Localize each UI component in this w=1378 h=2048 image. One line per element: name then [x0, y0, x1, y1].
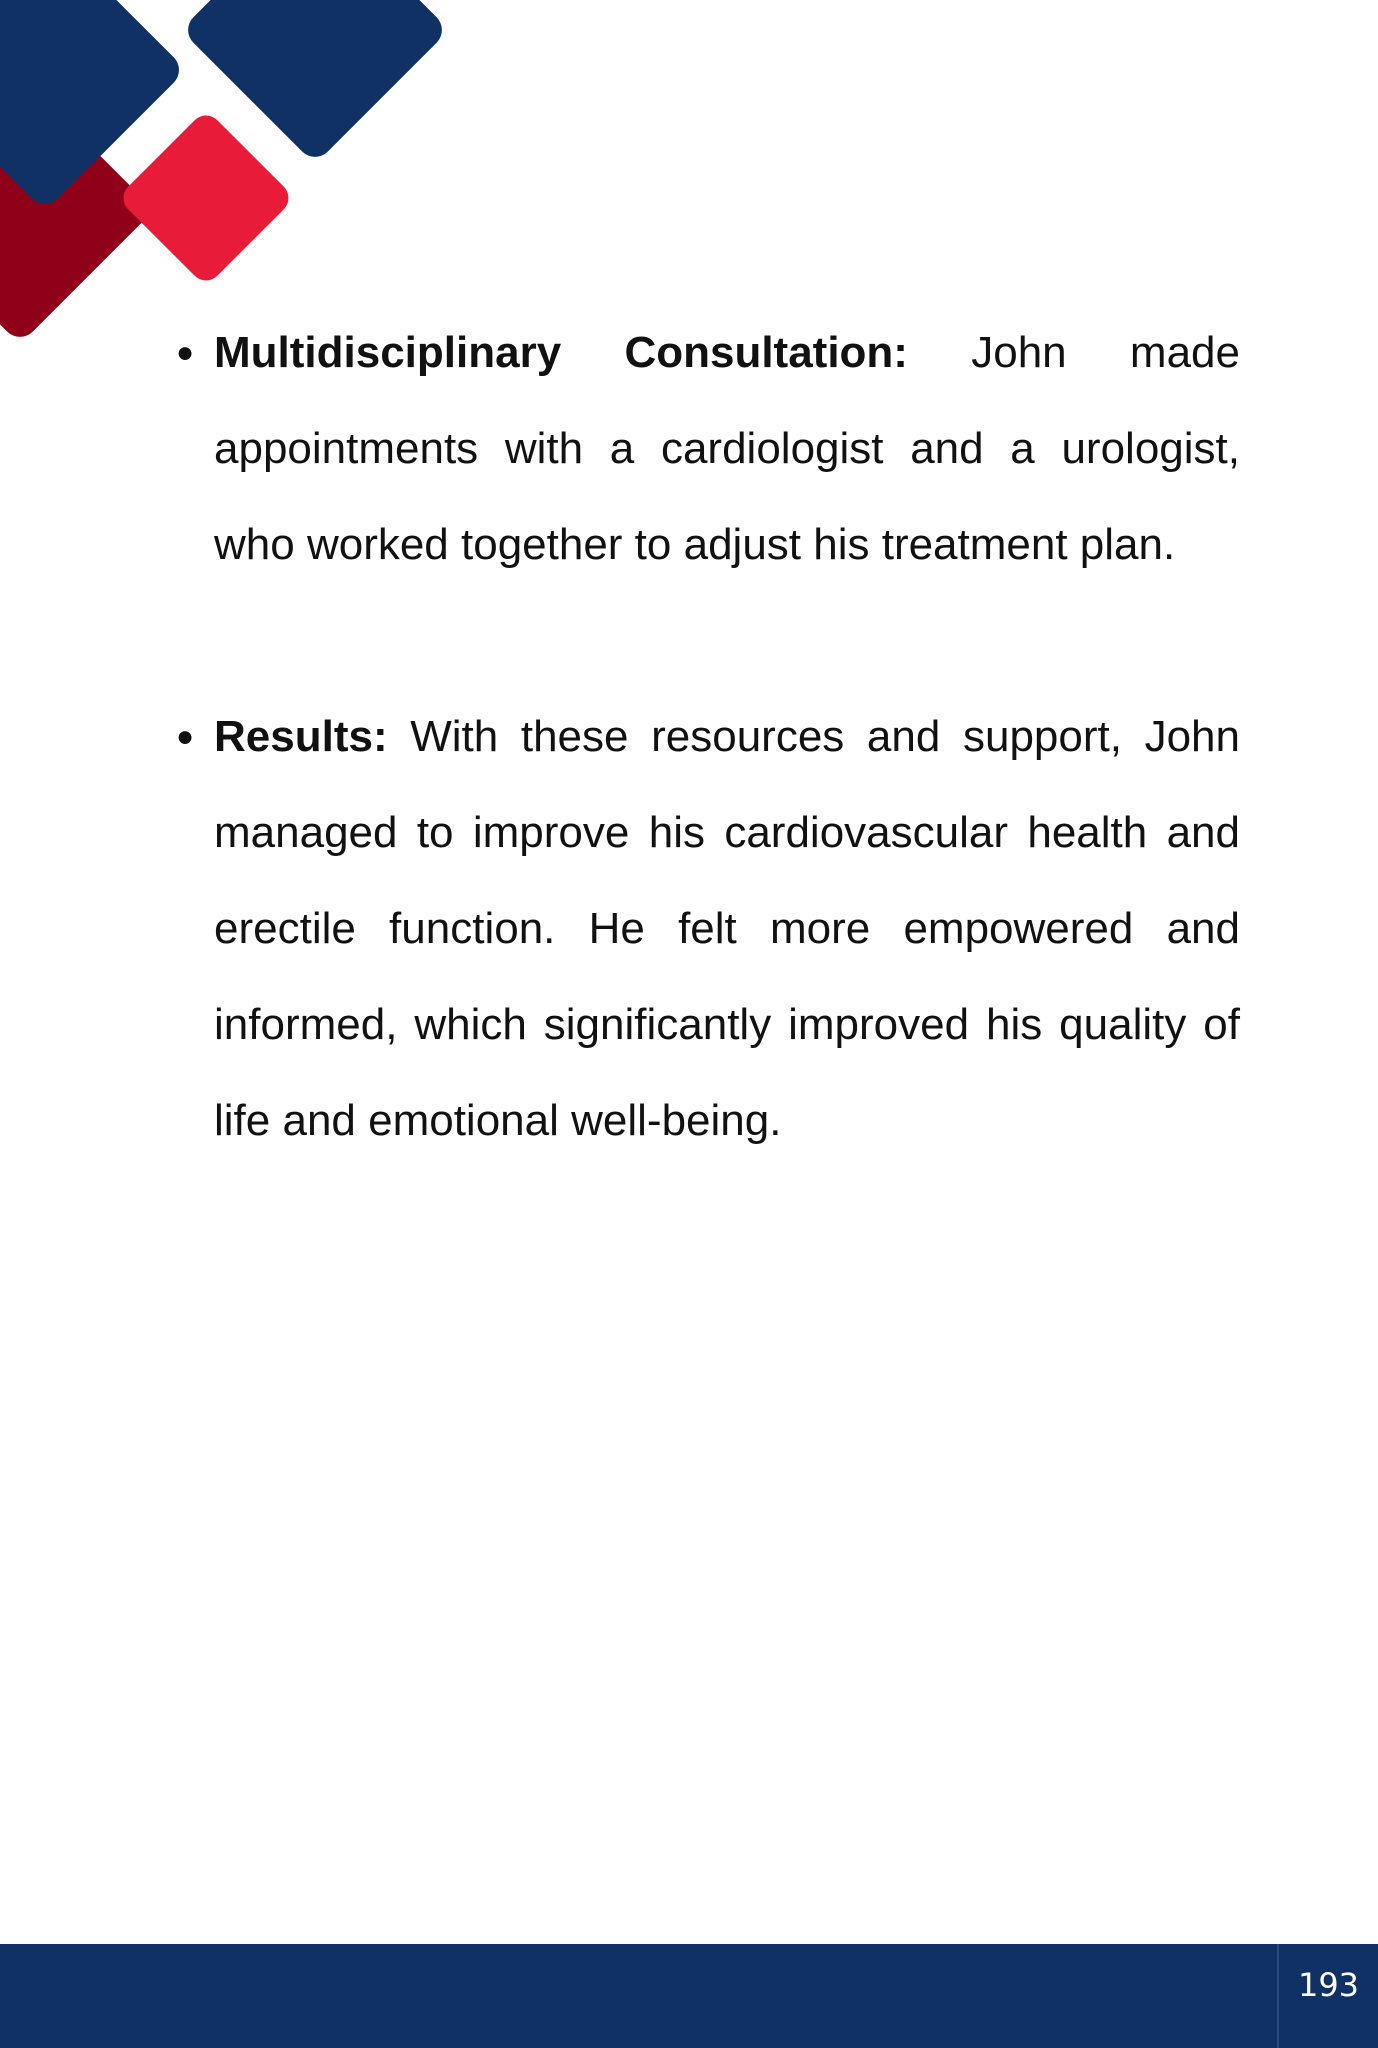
page-number: 193 [1277, 1944, 1378, 2048]
bullet-term: Multidisciplinary Consultation: [214, 328, 908, 377]
bullet-text: With these resources and support, John managed to improve his cardiovascular health and erectile function. He felt more empowered and informed, which significantly improved his quality of life and emotional well-being. [214, 712, 1240, 1145]
bullet-term: Results: [214, 712, 388, 761]
bullet-icon: ● [176, 336, 195, 369]
bullet-text: John made appointments with a cardiologist and a urologist, who worked together to adjust his treatment plan. [214, 328, 1240, 569]
bullet-icon: ● [176, 720, 195, 753]
page-content [170, 305, 1240, 1169]
page-footer [0, 1944, 1378, 2048]
bullet-item-consultation [170, 305, 1240, 593]
bullet-item-results [170, 689, 1240, 1169]
bright-red-diamond [117, 109, 295, 287]
